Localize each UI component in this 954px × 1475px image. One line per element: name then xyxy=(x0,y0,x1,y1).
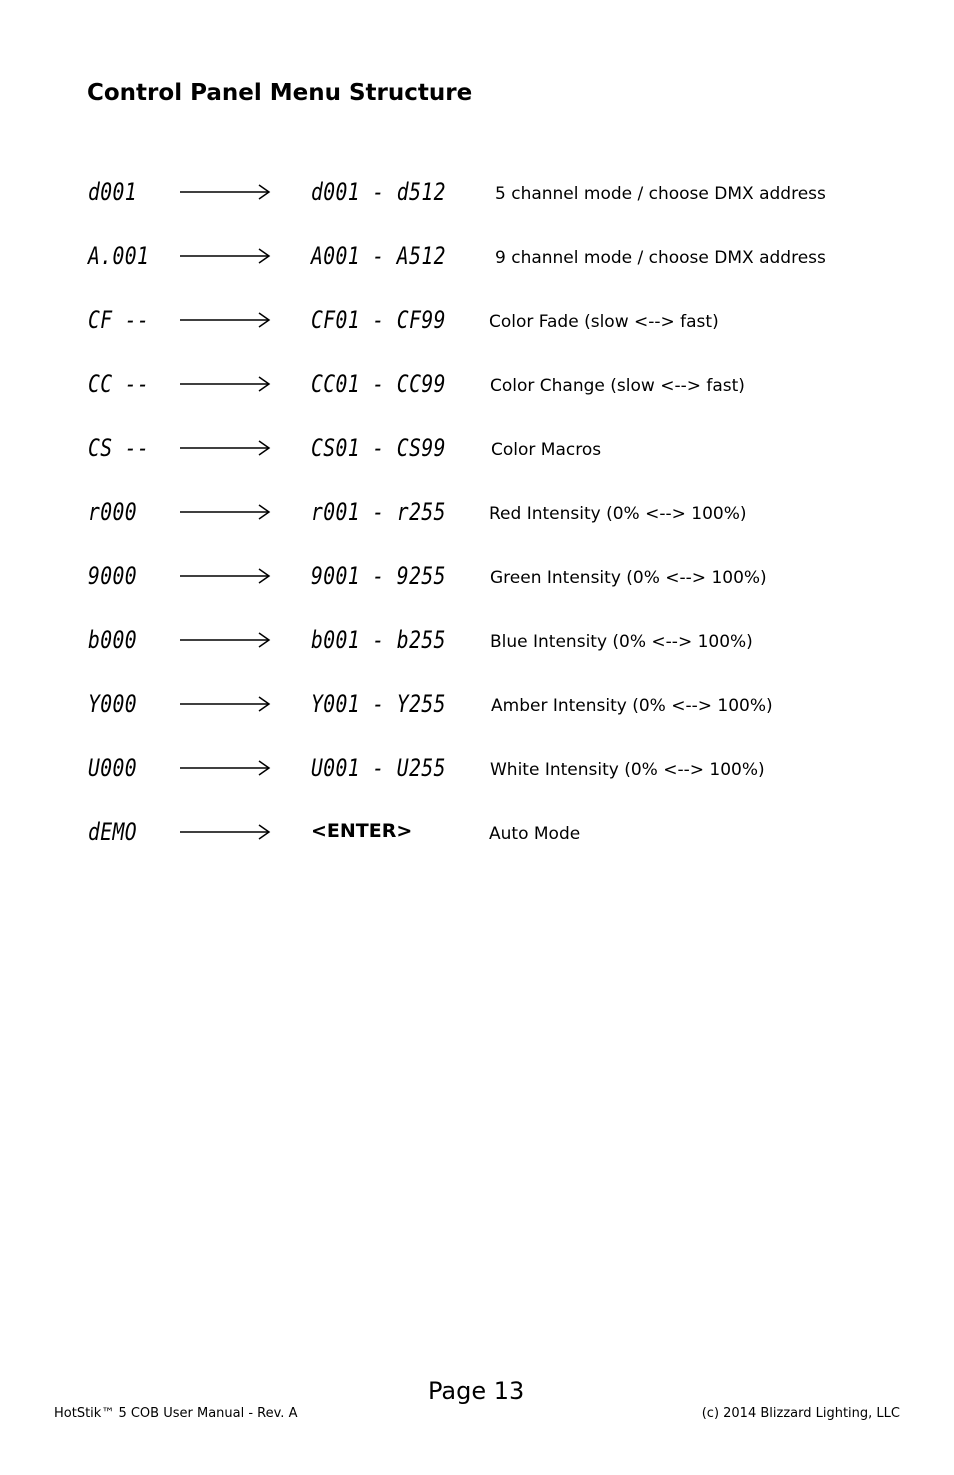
arrow-right-icon xyxy=(180,184,272,200)
display-range: Y001 - Y255 xyxy=(311,690,446,718)
arrow-right-icon xyxy=(180,632,272,648)
menu-row xyxy=(0,690,954,730)
page-title: Control Panel Menu Structure xyxy=(87,80,473,106)
arrow-right-icon xyxy=(180,504,272,520)
row-description: Color Macros xyxy=(491,440,602,460)
footer-copyright: (c) 2014 Blizzard Lighting, LLC xyxy=(701,1406,900,1421)
display-range: U001 - U255 xyxy=(311,754,446,782)
page-number: Page 13 xyxy=(428,1377,525,1405)
display-code: CS -- xyxy=(88,434,150,462)
row-description: Red Intensity (0% <--> 100%) xyxy=(489,504,747,524)
display-range: A001 - A512 xyxy=(311,242,446,270)
display-range: CF01 - CF99 xyxy=(311,306,446,334)
row-description: Blue Intensity (0% <--> 100%) xyxy=(490,632,753,652)
row-description: Amber Intensity (0% <--> 100%) xyxy=(491,696,773,716)
menu-row xyxy=(0,754,954,794)
display-code: A.001 xyxy=(88,242,150,270)
arrow-right-icon xyxy=(180,696,272,712)
menu-row xyxy=(0,562,954,602)
display-code: dEMO xyxy=(88,818,138,846)
row-description: 5 channel mode / choose DMX address xyxy=(495,184,826,204)
arrow-right-icon xyxy=(180,824,272,840)
display-code: Y000 xyxy=(88,690,138,718)
display-code: d001 xyxy=(88,178,138,206)
menu-row xyxy=(0,178,954,218)
display-range: 9001 - 9255 xyxy=(311,562,446,590)
enter-label: <ENTER> xyxy=(311,820,413,842)
menu-row xyxy=(0,306,954,346)
display-code: CF -- xyxy=(88,306,150,334)
row-description: Color Fade (slow <--> fast) xyxy=(489,312,719,332)
menu-row xyxy=(0,434,954,474)
row-description: Green Intensity (0% <--> 100%) xyxy=(490,568,767,588)
row-description: 9 channel mode / choose DMX address xyxy=(495,248,826,268)
menu-row xyxy=(0,818,954,858)
display-code: CC -- xyxy=(88,370,150,398)
row-description: Auto Mode xyxy=(489,824,581,844)
display-code: 9000 xyxy=(88,562,138,590)
display-code: U000 xyxy=(88,754,138,782)
display-code: b000 xyxy=(88,626,138,654)
display-range: r001 - r255 xyxy=(311,498,446,526)
menu-row xyxy=(0,626,954,666)
arrow-right-icon xyxy=(180,440,272,456)
row-description: Color Change (slow <--> fast) xyxy=(490,376,745,396)
display-range: CC01 - CC99 xyxy=(311,370,446,398)
footer-manual-title: HotStik™ 5 COB User Manual - Rev. A xyxy=(54,1406,298,1421)
arrow-right-icon xyxy=(180,568,272,584)
menu-row xyxy=(0,242,954,282)
display-range: CS01 - CS99 xyxy=(311,434,446,462)
menu-row xyxy=(0,498,954,538)
display-code: r000 xyxy=(88,498,138,526)
display-range: b001 - b255 xyxy=(311,626,446,654)
display-range: d001 - d512 xyxy=(311,178,446,206)
row-description: White Intensity (0% <--> 100%) xyxy=(490,760,765,780)
menu-row xyxy=(0,370,954,410)
arrow-right-icon xyxy=(180,760,272,776)
arrow-right-icon xyxy=(180,248,272,264)
arrow-right-icon xyxy=(180,312,272,328)
arrow-right-icon xyxy=(180,376,272,392)
